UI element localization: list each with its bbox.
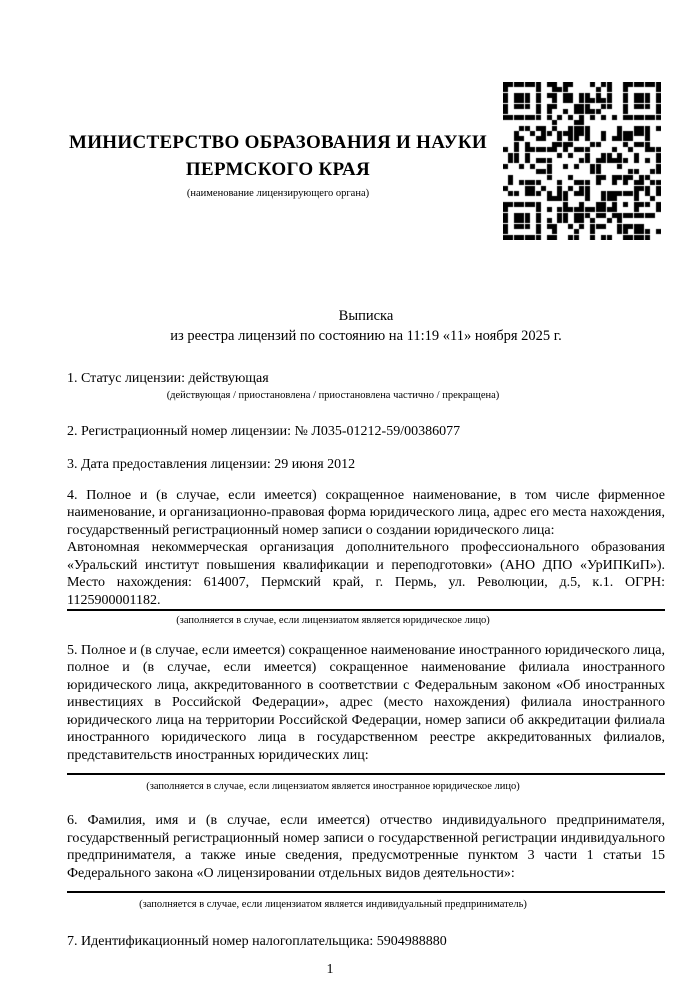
section-3-grant-date: 3. Дата предоставления лицензии: 29 июня 2012 xyxy=(67,456,356,472)
section-6-caption: (заполняется в случае, если лицензиатом является индивидуальный предприниматель) xyxy=(139,899,527,910)
section-7-taxpayer-number: 7. Идентификационный номер налогоплательщика: 5904988880 xyxy=(67,934,447,949)
document-title-line2: из реестра лицензий по состоянию на 11:19 «11» ноября 2025 г. xyxy=(170,328,562,344)
section-4-caption: (заполняется в случае, если лицензиатом является юридическое лицо) xyxy=(176,615,490,626)
section-1-caption: (действующая / приостановлена / приостановлена частично / прекращена) xyxy=(166,389,500,401)
section-5-caption: (заполняется в случае, если лицензиатом является иностранное юридическое лицо) xyxy=(146,781,520,792)
ministry-name-line1: МИНИСТЕРСТВО ОБРАЗОВАНИЯ И НАУКИ xyxy=(68,132,488,153)
section-6-fill-line xyxy=(67,891,665,893)
qr-code-icon xyxy=(503,82,661,240)
section-4-heading: 4. Полное и (в случае, если имеется) сокращенное наименование, в том числе фирменное наименование, и организационно-правовая форма юридического лица, адрес его места нахождения, государственный регистрационный номер записи о создании юридического лица: xyxy=(67,487,665,538)
section-1-status: 1. Статус лицензии: действующая xyxy=(67,371,269,386)
section-5-fill-line xyxy=(67,773,665,775)
page-number: 1 xyxy=(326,961,334,977)
section-5-foreign-entity: 5. Полное и (в случае, если имеется) сокращенное наименование иностранного юридического лица, полное и (в случае, если имеется) сокращенное наименование филиала иностранного юридического лица, аккредитованного в соответствии с Федеральным законом «Об иностранных инвестициях в Российской Федерации», адрес (место нахождения) филиала иностранного юридического лица на территории Российской Федерации, номер записи об аккредитации филиала иностранного юридического лица в государственном реестре аккредитованных филиалов, представительств иностранных юридических лиц: xyxy=(67,642,665,763)
document-title-line1: Выписка xyxy=(338,308,394,324)
section-6-individual-entrepreneur: 6. Фамилия, имя и (в случае, если имеется) отчество индивидуального предпринимателя, государственный регистрационный номер записи о государственной регистрации индивидуального предпринимателя, а также иные сведения, предусмотренные пунктом 3 части 1 статьи 15 Федерального закона «О лицензировании отдельных видов деятельности»: xyxy=(67,813,665,881)
section-4-licensee-details: Автономная некоммерческая организация дополнительного профессионального образования «Уральский институт повышения квалификации и переподготовки» (АНО ДПО «УрИПКиП»). Место нахождения: 614007, Пермский край, г. Пермь, ул. Революции, д.5, к.1. ОГРН: 1125900001182. xyxy=(67,540,665,608)
authority-caption: (наименование лицензирующего органа) xyxy=(186,188,370,199)
ministry-name-line2: ПЕРМСКОГО КРАЯ xyxy=(185,159,371,180)
section-4-fill-line xyxy=(67,609,665,611)
document-title xyxy=(67,306,665,346)
licensing-authority-block xyxy=(62,129,494,200)
section-2-registration-number: 2. Регистрационный номер лицензии: № Л035-01212-59/00386077 xyxy=(67,423,461,439)
document-body xyxy=(67,306,665,978)
